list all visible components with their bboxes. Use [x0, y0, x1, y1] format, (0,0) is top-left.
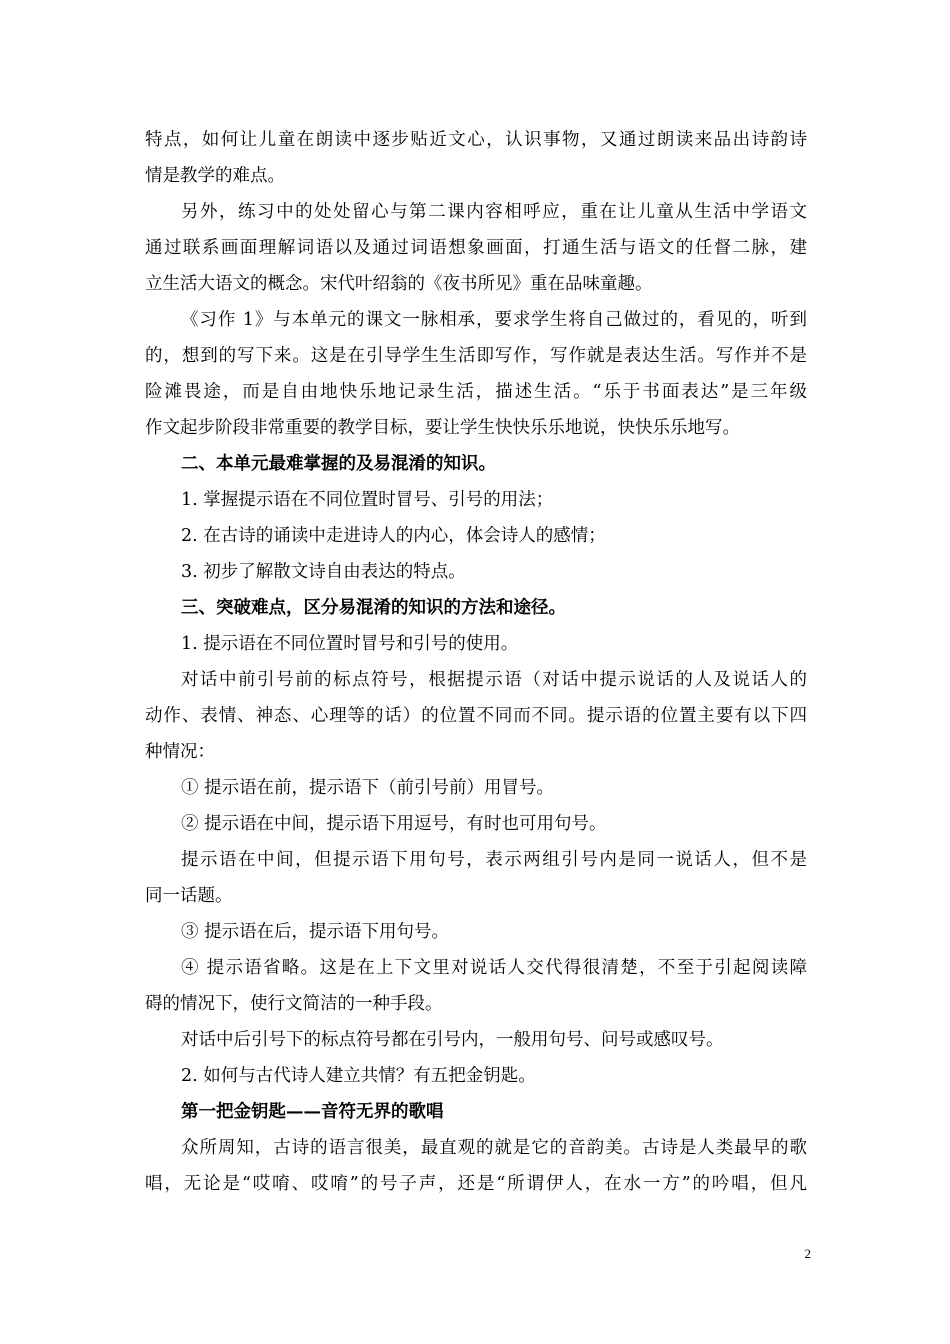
text-line: 情是教学的难点。 [145, 166, 285, 186]
text-line: 唱，无论是“哎唷、哎唷”的号子声，还是“所谓伊人，在水一方”的吟唱，但凡 [145, 1174, 807, 1194]
paragraph-start: 《习作 1》与本单元的课文一脉相承，要求学生将自己做过的，看见的，听到 [181, 310, 807, 330]
list-item: 3. 初步了解散文诗自由表达的特点。 [181, 562, 466, 582]
list-item: 1. 提示语在不同位置时冒号和引号的使用。 [181, 634, 519, 654]
text-line: 特点，如何让儿童在朗读中逐步贴近文心，认识事物，又通过朗读来品出诗韵诗 [145, 130, 807, 150]
section-heading: 二、本单元最难掌握的及易混淆的知识。 [181, 454, 496, 474]
paragraph-start: 对话中前引号前的标点符号，根据提示语（对话中提示说话的人及说话人的 [181, 670, 807, 690]
text-line: 动作、表情、神态、心理等的话）的位置不同而不同。提示语的位置主要有以下四 [145, 706, 807, 726]
text-line: 立生活大语文的概念。宋代叶绍翁的《夜书所见》重在品味童趣。 [145, 274, 653, 294]
paragraph-start: 对话中后引号下的标点符号都在引号内，一般用句号、问号或感叹号。 [181, 1030, 724, 1050]
paragraph-start: 众所周知，古诗的语言很美，最直观的就是它的音韵美。古诗是人类最早的歌 [181, 1138, 807, 1158]
list-item: 2. 如何与古代诗人建立共情？有五把金钥匙。 [181, 1066, 536, 1086]
paragraph-start: 提示语在中间，但提示语下用句号，表示两组引号内是同一说话人，但不是 [181, 850, 807, 870]
text-line: 种情况： [145, 742, 215, 762]
subsection-heading: 第一把金钥匙——音符无界的歌唱 [181, 1102, 444, 1122]
text-line: 作文起步阶段非常重要的教学目标，要让学生快快乐乐地说，快快乐乐地写。 [145, 418, 740, 438]
list-item: 2. 在古诗的诵读中走进诗人的内心，体会诗人的感情； [181, 526, 606, 546]
text-line: 险滩畏途，而是自由地快乐地记录生活，描述生活。“乐于书面表达”是三年级 [145, 382, 807, 402]
text-line: 的，想到的写下来。这是在引导学生生活即写作，写作就是表达生活。写作并不是 [145, 346, 807, 366]
text-line: 同一话题。 [145, 886, 233, 906]
list-item: ④ 提示语省略。这是在上下文里对说话人交代得很清楚，不至于引起阅读障 [181, 958, 807, 978]
page-number: 2 [804, 1246, 811, 1261]
list-item: ① 提示语在前，提示语下（前引号前）用冒号。 [181, 778, 555, 798]
list-item: ② 提示语在中间，提示语下用逗号，有时也可用句号。 [181, 814, 607, 834]
body-text [145, 122, 807, 1202]
text-line: 通过联系画面理解词语以及通过词语想象画面，打通生活与语文的任督二脉，建 [145, 238, 807, 258]
paragraph-start: 另外，练习中的处处留心与第二课内容相呼应，重在让儿童从生活中学语文 [181, 202, 807, 222]
section-heading: 三、突破难点，区分易混淆的知识的方法和途径。 [181, 598, 566, 618]
list-item: 1. 掌握提示语在不同位置时冒号、引号的用法； [181, 490, 554, 510]
list-item: ③ 提示语在后，提示语下用句号。 [181, 922, 450, 942]
text-line: 碍的情况下，使行文简洁的一种手段。 [145, 994, 443, 1014]
